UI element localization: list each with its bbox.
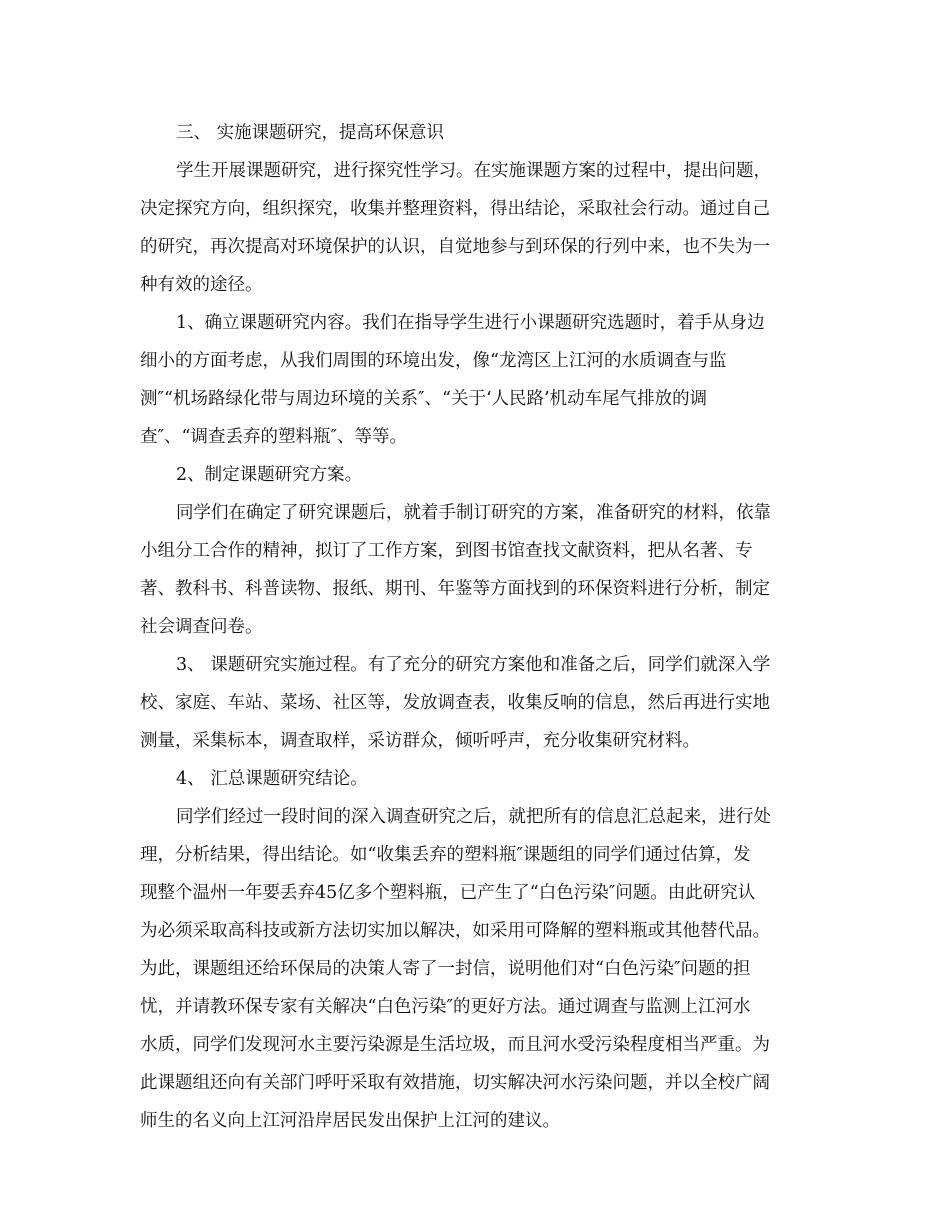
paragraph-line: 著、教科书、科普读物、报纸、期刊、年鉴等方面找到的环保资料进行分析，制定 bbox=[140, 579, 770, 599]
document-body bbox=[140, 114, 810, 1140]
paragraph-line: 为必须采取高科技或新方法切实加以解决，如采用可降解的塑料瓶或其他替代品。 bbox=[140, 921, 770, 941]
paragraph-line: 水质，同学们发现河水主要污染源是生活垃圾，而且河水受污染程度相当严重。为 bbox=[140, 1035, 770, 1055]
paragraph-line: 理，分析结果，得出结论。如“收集丢弃的塑料瓶″课题组的同学们通过估算，发 bbox=[140, 845, 751, 865]
section-heading: 三、 实施课题研究，提高环保意识 bbox=[176, 123, 445, 143]
paragraph-line: 种有效的途径。 bbox=[140, 275, 263, 295]
subheading-line: 2、制定课题研究方案。 bbox=[176, 465, 363, 485]
paragraph-line: 测″“机场路绿化带与周边环境的关系″、“关于‘人民路’机动车尾气排放的调 bbox=[140, 389, 708, 409]
paragraph-line: 社会调查问卷。 bbox=[140, 617, 263, 637]
paragraph-line: 忧，并请教环保专家有关解决“白色污染″的更好方法。通过调查与监测上江河水 bbox=[140, 997, 751, 1017]
paragraph-line: 现整个温州一年要丢弃45亿多个塑料瓶，已产生了“白色污染″问题。由此研究认 bbox=[140, 883, 756, 903]
paragraph-line: 查″、“调查丢弃的塑料瓶″、等等。 bbox=[140, 427, 408, 447]
paragraph-line: 细小的方面考虑，从我们周围的环境出发，像“龙湾区上江河的水质调查与监 bbox=[140, 351, 727, 371]
paragraph-line: 同学们在确定了研究课题后，就着手制订研究的方案，准备研究的材料，依靠 bbox=[176, 503, 771, 523]
paragraph-line: 师生的名义向上江河沿岸居民发出保护上江河的建议。 bbox=[140, 1111, 560, 1131]
paragraph-line: 小组分工合作的精神，拟订了工作方案，到图书馆查找文献资料，把从名著、专 bbox=[140, 541, 753, 561]
paragraph-line: 此课题组还向有关部门呼吁采取有效措施，切实解决河水污染问题，并以全校广阔 bbox=[140, 1073, 770, 1093]
paragraph-line: 为此，课题组还给环保局的决策人寄了一封信，说明他们对“白色污染″问题的担 bbox=[140, 959, 751, 979]
subheading-line: 4、 汇总课题研究结论。 bbox=[176, 769, 368, 789]
paragraph-line: 学生开展课题研究，进行探究性学习。在实施课题方案的过程中，提出问题， bbox=[176, 161, 771, 181]
paragraph-line: 测量，采集标本，调查取样，采访群众，倾听呼声，充分收集研究材料。 bbox=[140, 731, 700, 751]
paragraph-line: 的研究，再次提高对环境保护的认识，自觉地参与到环保的行列中来，也不失为一 bbox=[140, 237, 770, 257]
paragraph-line: 校、家庭、车站、菜场、社区等，发放调查表，收集反响的信息，然后再进行实地 bbox=[140, 693, 770, 713]
paragraph-line: 决定探究方向，组织探究，收集并整理资料，得出结论，采取社会行动。通过自己 bbox=[140, 199, 770, 219]
paragraph-line: 同学们经过一段时间的深入调查研究之后，就把所有的信息汇总起来，进行处 bbox=[176, 807, 771, 827]
subheading-line: 1、确立课题研究内容。我们在指导学生进行小课题研究选题时，着手从身边 bbox=[176, 313, 765, 333]
subheading-line: 3、 课题研究实施过程。有了充分的研究方案他和准备之后，同学们就深入学 bbox=[176, 655, 771, 675]
